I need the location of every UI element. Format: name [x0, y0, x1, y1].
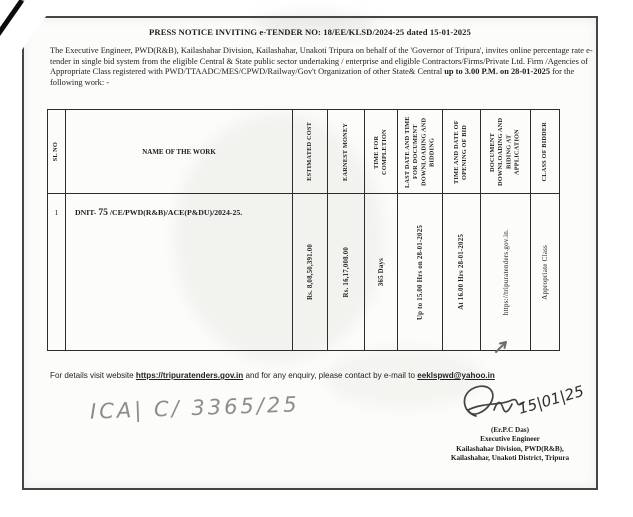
header-estimated-cost: [293, 110, 328, 194]
sl-no-value: 1: [54, 208, 59, 217]
header-download-site: [481, 110, 531, 194]
signatory-office-line2: Kailashahar, Unakoti District, Tripura: [450, 454, 570, 463]
header-earnest-money: [328, 110, 365, 194]
header-last-date-bidding-label: LAST DATE AND TIME FOR DOCUMENT DOWNLOADING AND BIDDING: [403, 115, 436, 188]
header-name-of-work-label: NAME OF THE WORK: [142, 147, 216, 156]
email-link-text: eeklspwd@yahoo.in: [417, 371, 495, 380]
notice-intro-paragraph: [50, 46, 596, 89]
tender-table: [47, 109, 560, 351]
website-link-text: https://tripuratenders.gov.in: [135, 371, 244, 380]
cell-last-date-bidding: [398, 194, 443, 350]
cell-work-name: [66, 194, 293, 350]
footer-text-1: For details visit website: [50, 371, 136, 380]
intro-deadline-bold: up to 3.00 P.M. on 28-01-2025: [444, 67, 551, 77]
last-date-bidding-value: Up to 15.00 Hrs on 28-01-2025: [416, 224, 424, 320]
signatory-name: (Er.P.C Das): [490, 426, 529, 434]
header-time-for-completion: [365, 110, 398, 194]
scan-edge-mark: [0, 0, 24, 56]
header-earnest-money-label: EARNEST MONEY: [341, 122, 349, 181]
header-sl-no-label: SL NO: [52, 141, 60, 162]
estimated-cost-value: Rs. 8,08,50,391.00: [306, 243, 314, 301]
work-name-number: 75: [98, 207, 108, 218]
header-time-for-completion-label: TIME FOR COMPLETION: [372, 128, 388, 175]
pen-arrow-mark: [494, 338, 510, 354]
footer-text-2: and for any enquiry, please contact by e-mail to: [245, 371, 418, 380]
work-name-suffix: /CE/PWD(R&B)/ACE(P&DU)/2024-25.: [107, 208, 243, 217]
opening-of-bid-value: At 16.00 Hrs 28-01-2025: [458, 234, 465, 310]
signatory-designation: Executive Engineer: [480, 435, 540, 444]
cell-sl-no: [48, 194, 66, 350]
header-download-site-label: DOCUMENT DOWNLOADING AND BIDING AT APPLICATION: [489, 117, 521, 186]
signatory-office-line1: Kailashahar Division, PWD(R&B),: [456, 444, 564, 453]
header-class-of-bidder-label: CLASS OF BIDDER: [540, 121, 548, 182]
header-sl-no: [48, 110, 66, 194]
header-last-date-bidding: [398, 110, 443, 194]
class-of-bidder-value: Appropriate Class: [541, 244, 549, 300]
cell-class-of-bidder: [531, 194, 559, 350]
time-for-completion-value: 365 Days: [377, 257, 385, 287]
scanned-document-page: [22, 16, 598, 490]
cell-download-site: [481, 194, 531, 350]
header-estimated-cost-label: ESTIMATED COST: [305, 122, 313, 181]
table-header-row: [48, 110, 559, 194]
intro-text-1: The Executive Engineer, PWD(R&B), Kailashahar Division, Kailashahar, Unakoti Tripura on behalf of the 'Governor of Tripura', invites online percentage rate e-tender in single bid system from the eligible Central & State public sector undertaking / enterprise and eligible Contractors/Firms/Private Ltd. Firm /Agencies of Appropriate Class registered with PWD/TTAADC/MES/CPWD/Railway/Gov't Organization of other State& Central: [50, 46, 593, 77]
cell-opening-of-bid: [443, 194, 481, 350]
header-name-of-work: [66, 110, 293, 194]
table-data-row: [48, 194, 559, 350]
work-name-value: [75, 207, 242, 218]
handwritten-signature-date: 15|01|25: [516, 381, 586, 418]
header-opening-of-bid: [443, 110, 481, 194]
notice-title: PRESS NOTICE INVITING e-TENDER NO: 18/EE/KLSD/2024-25 dated 15-01-2025: [149, 27, 471, 37]
signatory-block: [417, 426, 603, 464]
header-class-of-bidder: [531, 110, 559, 194]
header-opening-of-bid-label: TIME AND DATE OF OPENING OF BID: [453, 119, 469, 184]
cell-estimated-cost: [293, 194, 328, 350]
work-name-prefix: DNIT-: [75, 208, 99, 217]
intro-text-2: for the following work: -: [50, 67, 575, 88]
cell-time-for-completion: [365, 194, 398, 350]
cell-earnest-money: [328, 194, 365, 350]
download-site-value: https://tripuratenders.gov.in.: [501, 228, 510, 316]
handwritten-reference: ICA| C/ 3365/25: [89, 392, 300, 424]
earnest-money-value: Rs. 16,17,008.00: [342, 246, 350, 298]
